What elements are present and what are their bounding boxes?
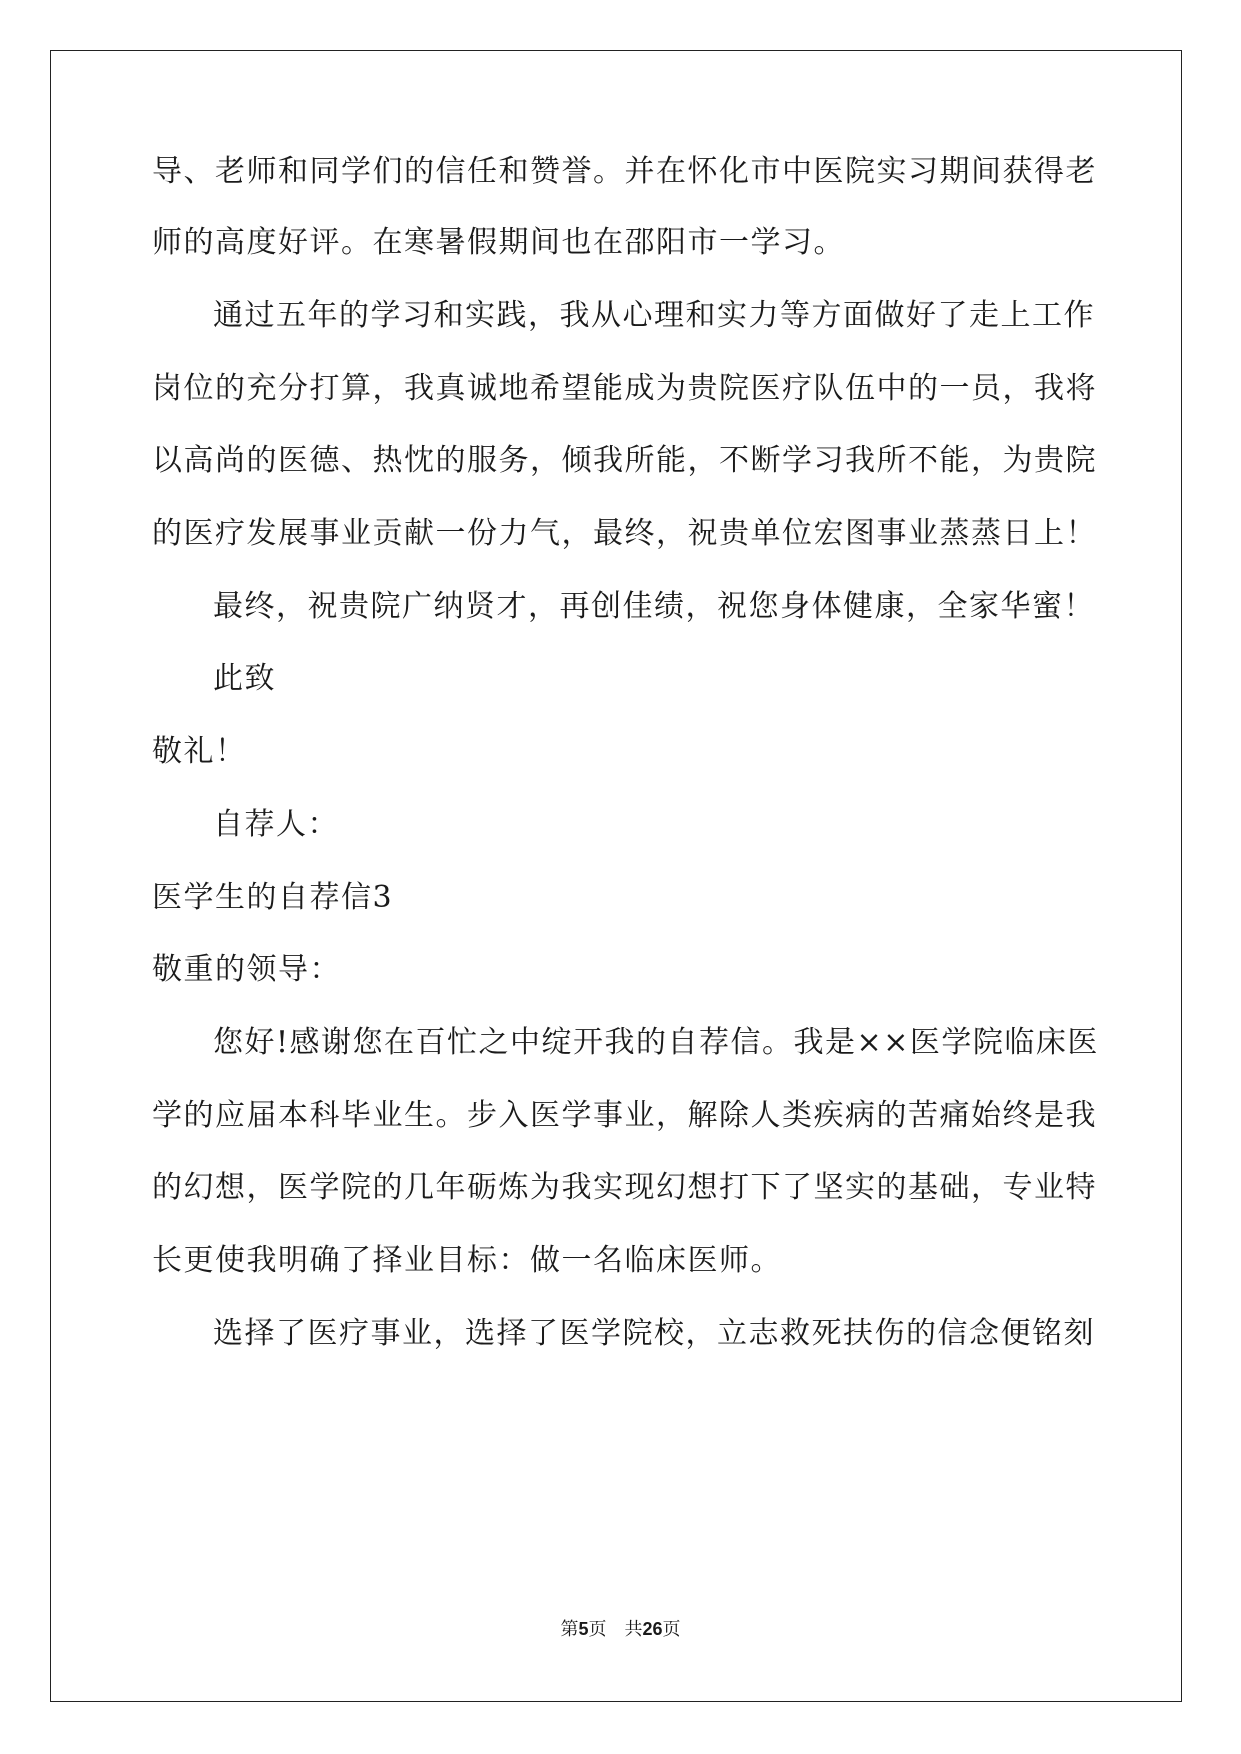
text-line: 通过五年的学习和实践，我从心理和实力等方面做好了走上工作 [213, 298, 1095, 333]
text-line: 最终，祝贵院广纳贤才，再创佳绩，祝您身体健康，全家华蜜！ [213, 589, 1095, 624]
text-line: 学的应届本科毕业生。步入医学事业，解除人类疾病的苦痛始终是我 [152, 1098, 1097, 1133]
text-line: 您好!感谢您在百忙之中绽开我的自荐信。我是××医学院临床医 [213, 1025, 1099, 1060]
text-line: 师的高度好评。在寒暑假期间也在邵阳市一学习。 [152, 225, 845, 260]
text-line: 自荐人： [213, 807, 339, 842]
current-page-number: 5 [578, 1619, 589, 1639]
text-line: 此致 [213, 661, 276, 696]
footer-prefix: 第 [560, 1619, 579, 1640]
page-number-footer [0, 1618, 1241, 1641]
text-line: 导、老师和同学们的信任和赞誉。并在怀化市中医院实习期间获得老 [152, 154, 1097, 189]
text-line: 岗位的充分打算，我真诚地希望能成为贵院医疗队伍中的一员，我将 [152, 371, 1097, 406]
section-title: 医学生的自荐信3 [152, 880, 394, 915]
total-page-number: 26 [642, 1619, 663, 1639]
text-line: 的医疗发展事业贡献一份力气，最终，祝贵单位宏图事业蒸蒸日上！ [152, 516, 1097, 551]
text-line: 敬重的领导： [152, 952, 341, 987]
text-line: 的幻想，医学院的几年砺炼为我实现幻想打下了坚实的基础，专业特 [152, 1170, 1097, 1205]
text-line: 以高尚的医德、热忱的服务，倾我所能，不断学习我所不能，为贵院 [152, 443, 1097, 478]
text-line: 敬礼！ [152, 734, 247, 769]
footer-suffix: 页 [662, 1619, 681, 1640]
text-line: 选择了医疗事业，选择了医学院校，立志救死扶伤的信念便铭刻 [213, 1316, 1095, 1351]
text-line: 长更使我明确了择业目标：做一名临床医师。 [152, 1243, 782, 1278]
footer-mid: 页 共 [588, 1619, 643, 1640]
